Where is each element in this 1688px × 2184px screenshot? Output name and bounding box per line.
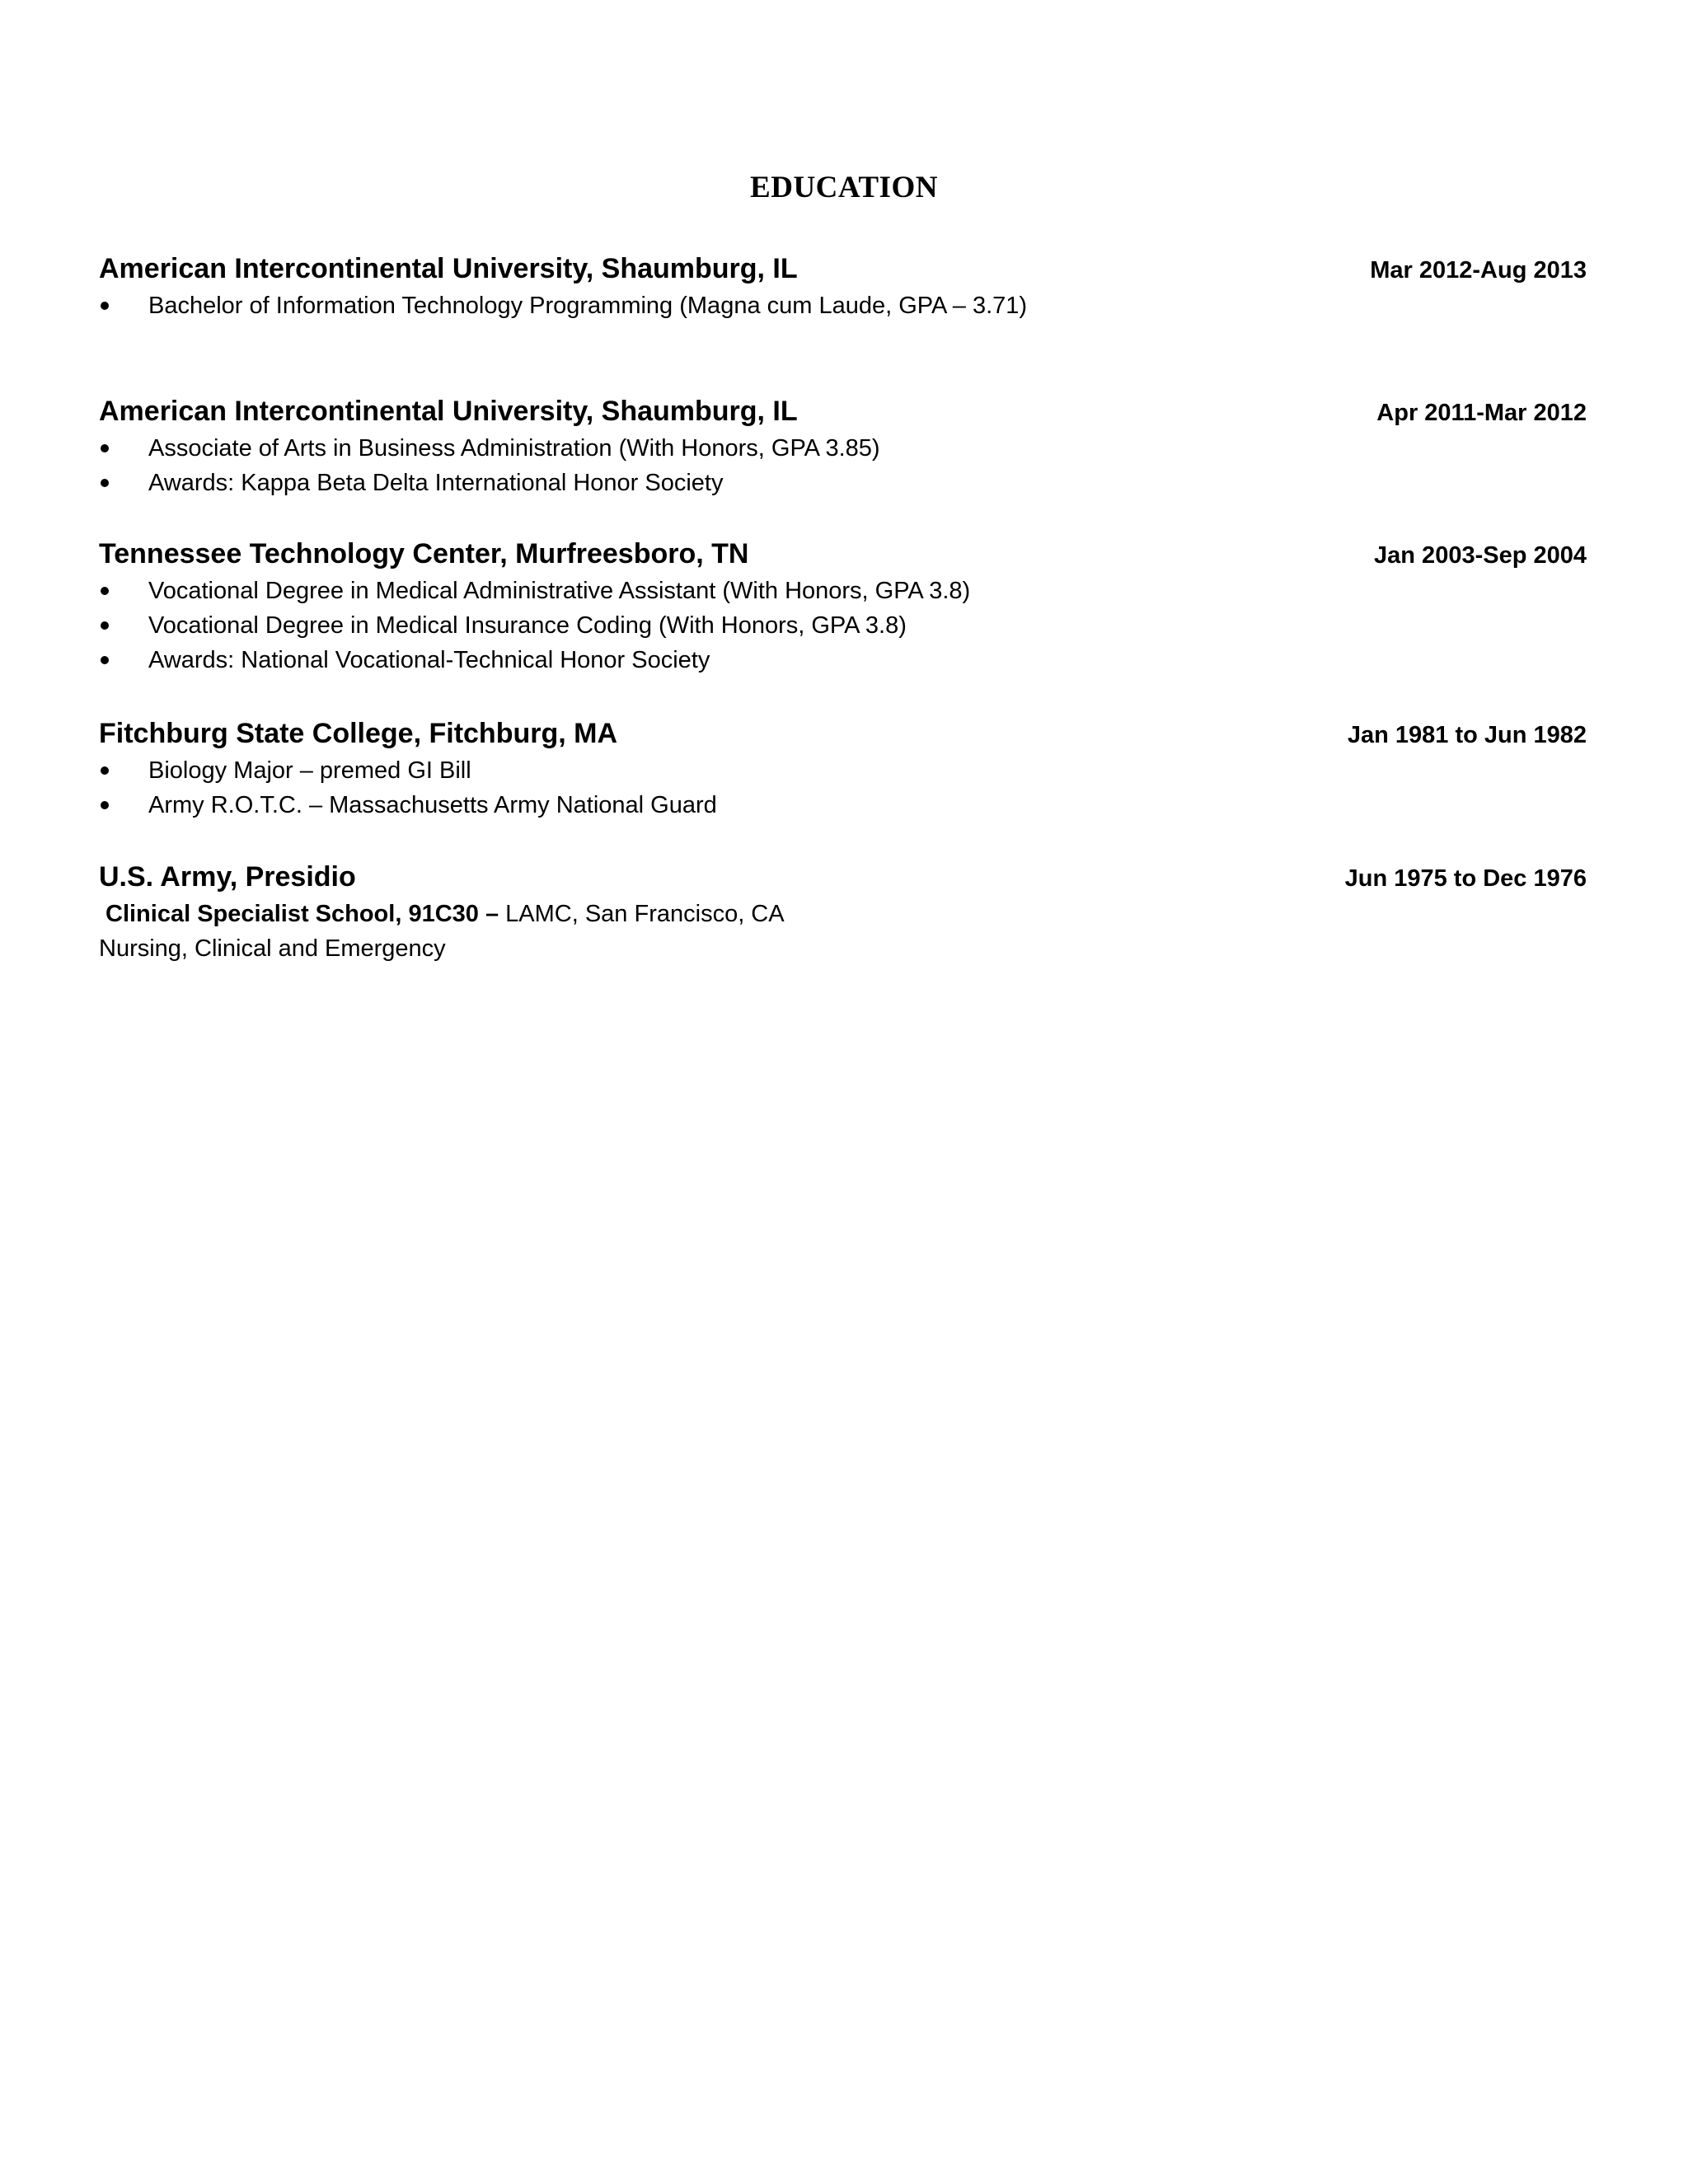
bullet-icon xyxy=(101,766,109,775)
program-name: Clinical Specialist School, 91C30 – xyxy=(106,901,499,927)
bullet-icon xyxy=(101,621,109,630)
detail-item xyxy=(99,643,1587,677)
attendance-dates: Mar 2012-Aug 2013 xyxy=(1370,257,1587,284)
bullet-icon xyxy=(101,444,109,452)
detail-item xyxy=(99,608,1587,643)
section-title: EDUCATION xyxy=(750,171,938,204)
program-detail xyxy=(99,897,1587,931)
detail-text: Vocational Degree in Medical Insurance Coding (With Honors, GPA 3.8) xyxy=(148,612,907,639)
bullet-icon xyxy=(101,302,109,310)
detail-text: Associate of Arts in Business Administration (With Honors, GPA 3.85) xyxy=(148,435,880,462)
entry-header xyxy=(99,857,1587,897)
program-focus: Nursing, Clinical and Emergency xyxy=(99,935,446,962)
entry-header xyxy=(99,714,1587,753)
education-entry xyxy=(99,534,1587,677)
school-name: American Intercontinental University, Shaumburg, IL xyxy=(99,253,798,284)
education-entry xyxy=(99,857,1587,966)
detail-item xyxy=(99,431,1587,466)
detail-item xyxy=(99,288,1587,323)
detail-text: Awards: Kappa Beta Delta International Honor Society xyxy=(148,470,724,496)
detail-item xyxy=(99,574,1587,608)
bullet-icon xyxy=(101,656,109,664)
program-location: LAMC, San Francisco, CA xyxy=(499,901,785,927)
detail-list xyxy=(99,288,1587,323)
detail-text: Biology Major – premed GI Bill xyxy=(148,757,471,784)
school-name: Fitchburg State College, Fitchburg, MA xyxy=(99,718,617,749)
entry-header xyxy=(99,534,1587,574)
detail-item xyxy=(99,753,1587,788)
detail-item xyxy=(99,788,1587,823)
detail-item xyxy=(99,466,1587,500)
education-entry xyxy=(99,714,1587,823)
education-entry xyxy=(99,391,1587,500)
detail-text: Army R.O.T.C. – Massachusetts Army National Guard xyxy=(148,792,717,818)
attendance-dates: Jan 1981 to Jun 1982 xyxy=(1347,722,1587,748)
detail-list xyxy=(99,431,1587,500)
school-name: U.S. Army, Presidio xyxy=(99,861,356,893)
detail-list xyxy=(99,574,1587,677)
detail-text: Bachelor of Information Technology Programming (Magna cum Laude, GPA – 3.71) xyxy=(148,293,1028,319)
school-name: Tennessee Technology Center, Murfreesboro, TN xyxy=(99,538,749,569)
bullet-icon xyxy=(101,587,109,595)
detail-text: Awards: National Vocational-Technical Honor Society xyxy=(148,647,710,673)
education-entry xyxy=(99,249,1587,323)
attendance-dates: Jun 1975 to Dec 1976 xyxy=(1344,865,1587,892)
bullet-icon xyxy=(101,801,109,809)
bullet-icon xyxy=(101,479,109,487)
attendance-dates: Jan 2003-Sep 2004 xyxy=(1374,542,1587,569)
detail-list xyxy=(99,753,1587,823)
attendance-dates: Apr 2011-Mar 2012 xyxy=(1376,400,1587,426)
entry-header xyxy=(99,249,1587,288)
entry-header xyxy=(99,391,1587,431)
detail-text: Vocational Degree in Medical Administrative Assistant (With Honors, GPA 3.8) xyxy=(148,578,971,604)
school-name: American Intercontinental University, Shaumburg, IL xyxy=(99,396,798,427)
